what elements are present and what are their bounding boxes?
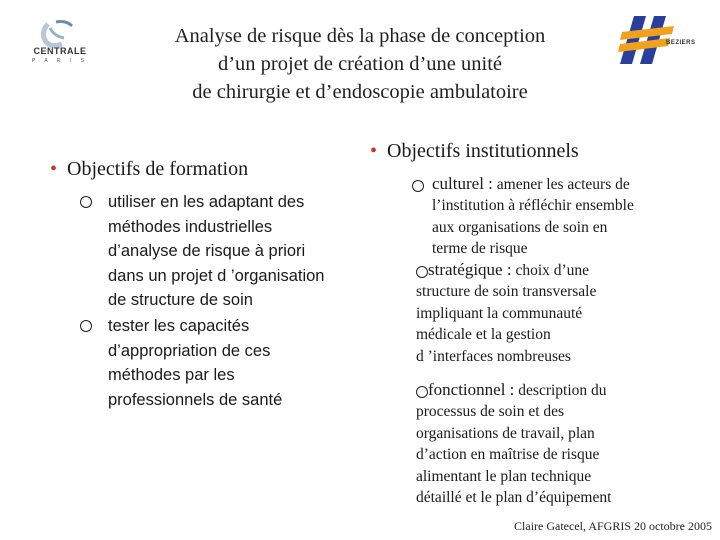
bullet-icon: • (370, 140, 378, 162)
fonctionnel-line: organisations de travail, plan (416, 424, 595, 442)
culturel-first-line (432, 173, 630, 196)
culturel-line: aux organisations de soin en (432, 218, 608, 236)
left-heading (50, 158, 248, 181)
strategique-line: structure de soin transversale (416, 283, 597, 300)
list-item-line: professionnels de santé (108, 390, 283, 409)
list-item-line: méthodes industrielles (108, 217, 273, 236)
strategique-item (416, 259, 712, 369)
strategique-first-text: choix d’une (515, 262, 590, 279)
left-list (80, 190, 370, 420)
culturel-line: l’institution à réfléchir ensemble (432, 197, 634, 214)
list-item-line: de structure de soin (108, 291, 253, 309)
list-item-line: méthodes par les (108, 366, 235, 384)
title-line-1: Analyse de risque dès la phase de conception (174, 25, 546, 47)
ring-bullet-icon (412, 180, 424, 192)
hospital-logo (618, 12, 710, 70)
logo-centrale-text: CENTRALE (33, 46, 87, 56)
logo-beziers-text: BEZIERS (666, 40, 696, 46)
right-heading (370, 140, 579, 163)
ring-bullet-icon (416, 266, 428, 278)
list-item-line: d’analyse de risque à priori (108, 242, 306, 260)
strategique-first-line (428, 259, 589, 282)
left-heading-text: Objectifs de formation (67, 158, 249, 180)
strategique-keyword: stratégique : (428, 260, 512, 279)
list-item-line: tester les capacités (108, 317, 250, 335)
culturel-item (412, 173, 712, 263)
title-line-3: de chirurgie et d’endoscopie ambulatoire (192, 81, 528, 103)
centrale-paris-logo (28, 18, 92, 64)
bullet-icon: • (50, 158, 58, 180)
hospital-h-icon (618, 12, 710, 70)
footer-credit: Claire Gatecel, AFGRIS 20 octobre 2005 (514, 519, 712, 533)
ring-bullet-icon (416, 386, 428, 398)
slide-title (100, 22, 620, 106)
ring-bullet-icon (80, 320, 92, 332)
centrale-swoosh-icon (28, 18, 92, 48)
list-item-line: d’appropriation de ces (108, 341, 271, 360)
culturel-line: terme de risque (432, 240, 528, 257)
culturel-first-text: amener les acteurs de (496, 176, 630, 193)
list-item-line: utiliser en les adaptant des (108, 193, 305, 211)
fonctionnel-first-text: description du (518, 382, 607, 399)
title-line-2: d’un projet de création d’une unité (217, 53, 503, 75)
fonctionnel-line: processus de soin et des (416, 403, 565, 420)
culturel-keyword: culturel : (432, 174, 493, 193)
strategique-line: impliquant la communauté (416, 304, 583, 322)
fonctionnel-item (416, 379, 712, 514)
strategique-line: d ’interfaces nombreuses (416, 347, 571, 365)
fonctionnel-line: alimentant le plan technique (416, 467, 592, 485)
logo-paris-text: P A R I S (32, 58, 88, 64)
strategique-line: médicale et la gestion (416, 326, 551, 343)
list-item-line: dans un projet d ’organisation (108, 266, 325, 285)
right-heading-text: Objectifs institutionnels (387, 140, 579, 162)
fonctionnel-line: détaillé et le plan d’équipement (416, 489, 612, 506)
fonctionnel-first-line (428, 379, 607, 402)
ring-bullet-icon (80, 196, 92, 208)
fonctionnel-line: d’action en maîtrise de risque (416, 446, 600, 463)
fonctionnel-keyword: fonctionnel : (428, 380, 515, 399)
